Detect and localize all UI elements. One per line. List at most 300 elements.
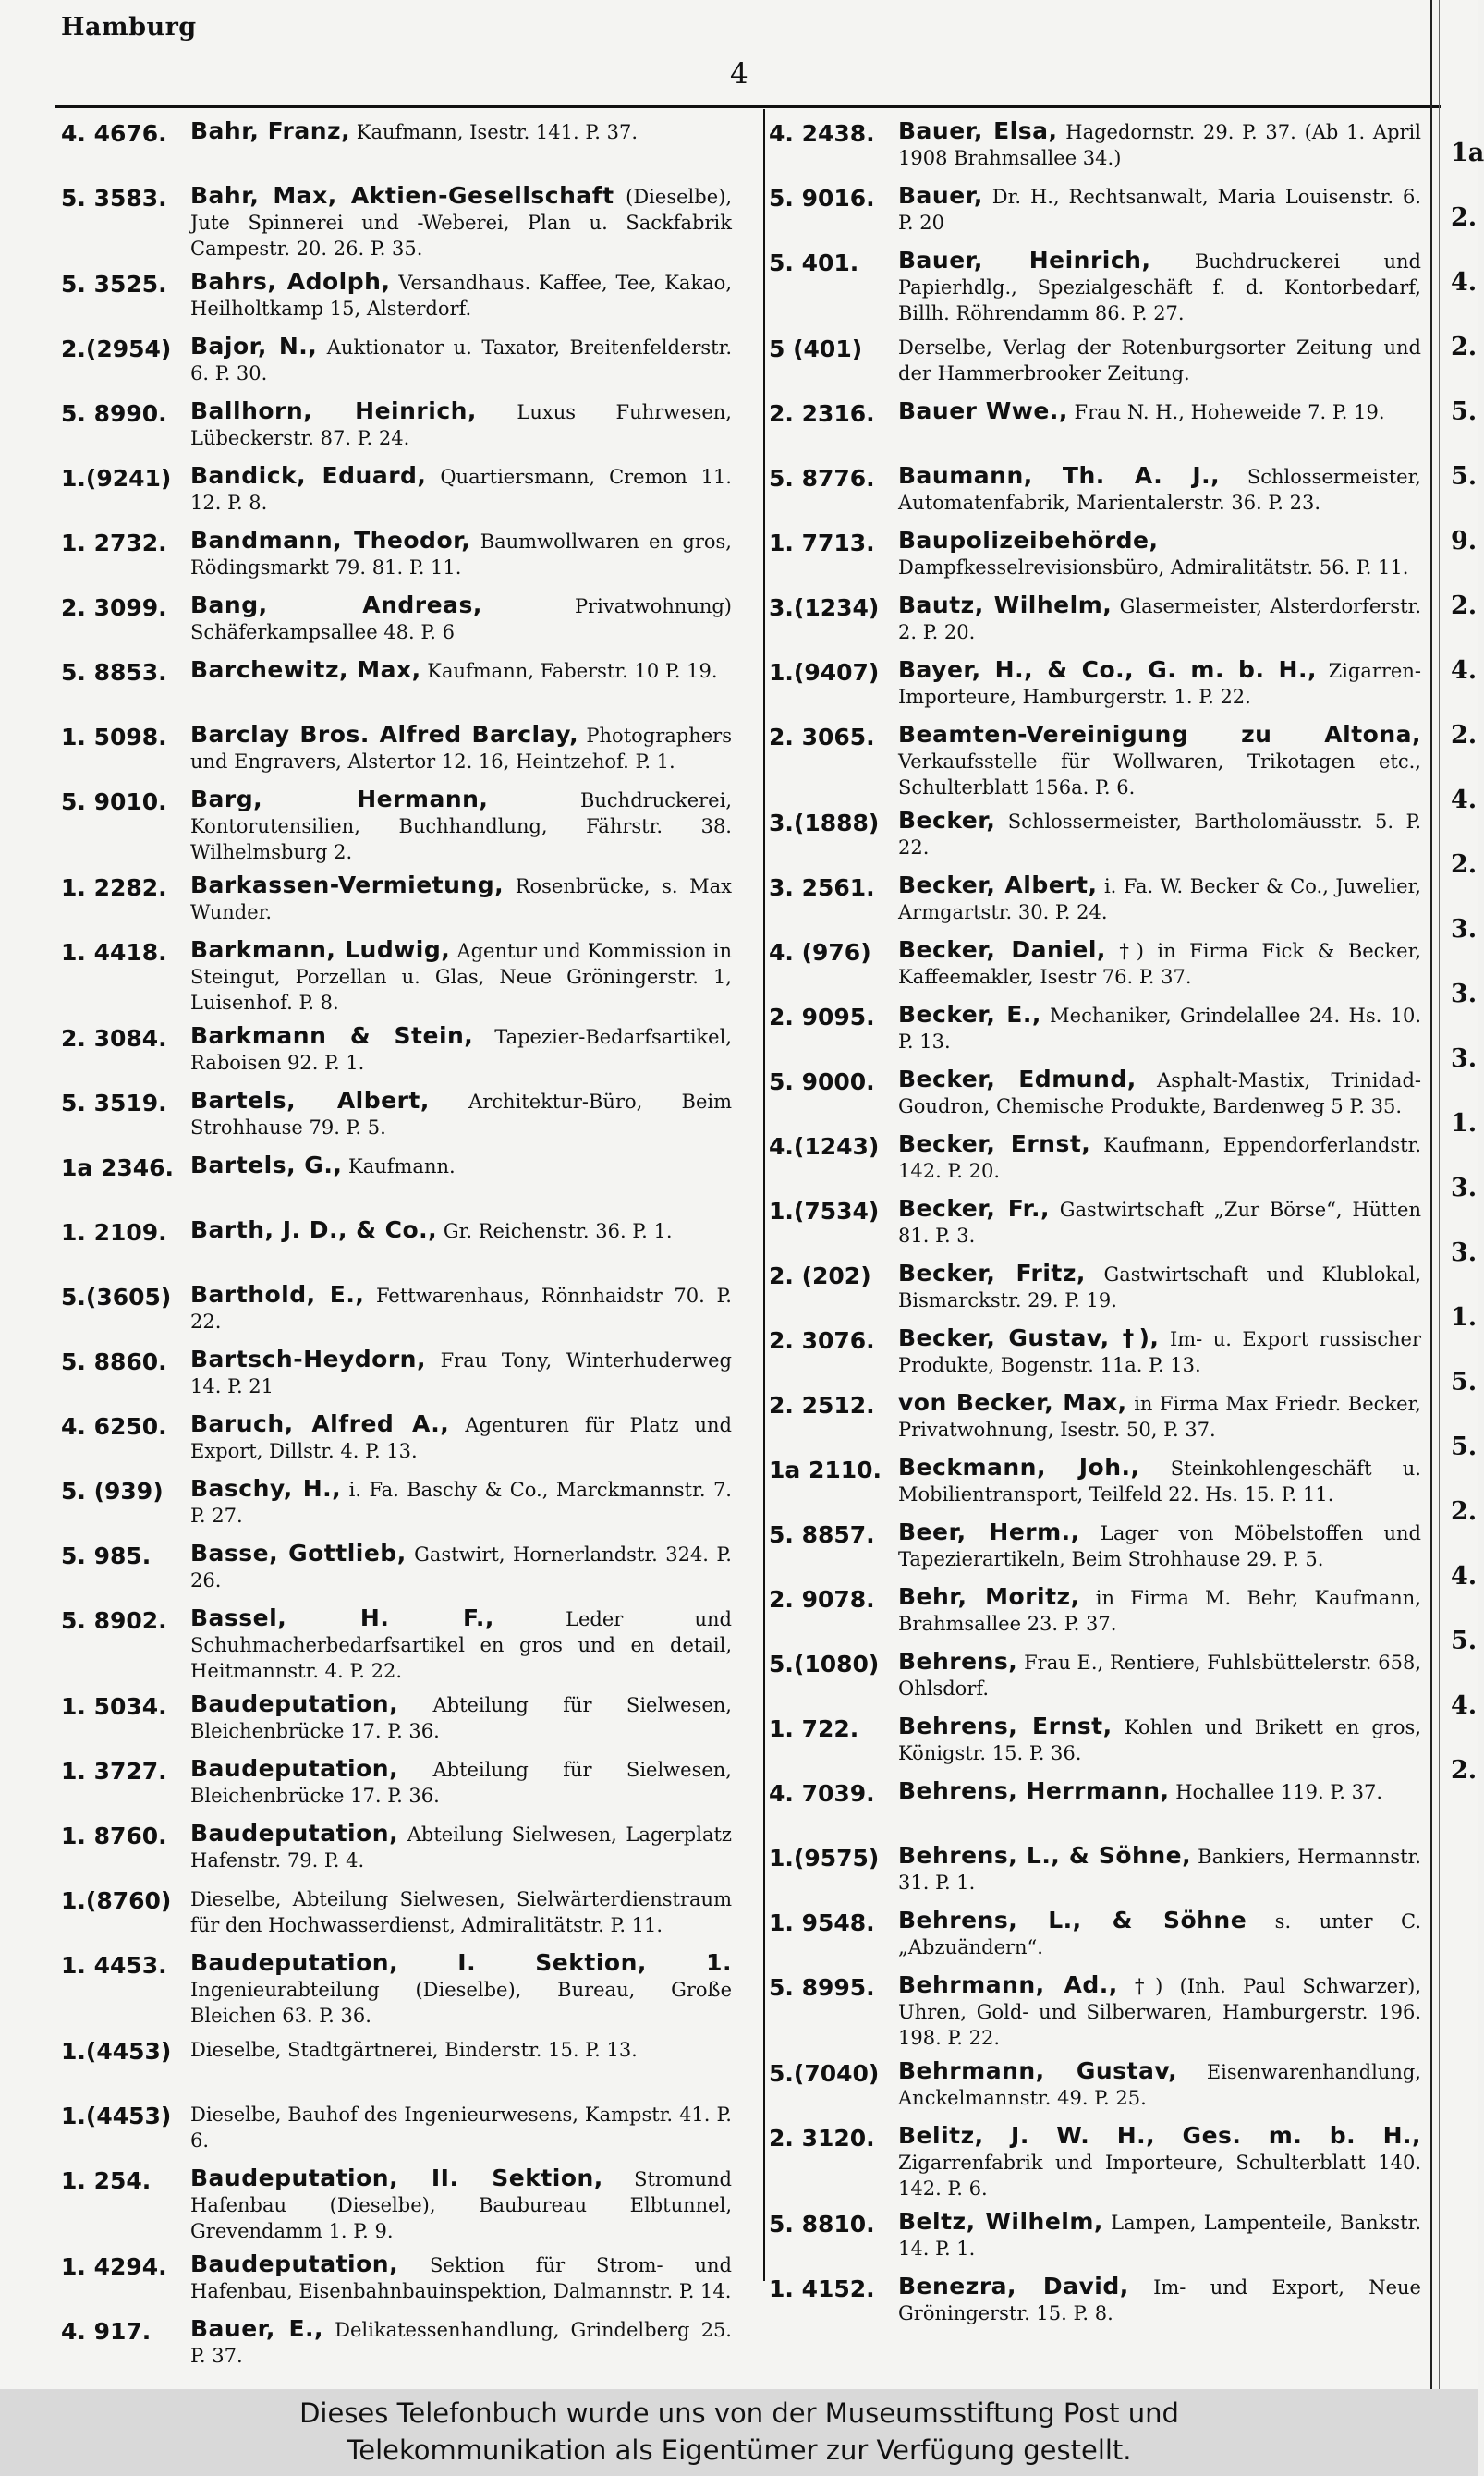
entry-name: Bandick, Eduard,	[190, 462, 427, 489]
directory-entry	[61, 118, 732, 176]
entry-number: 2.(2954)	[61, 335, 172, 362]
entry-name: Belitz, J. W. H., Ges. m. b. H.,	[898, 2122, 1421, 2149]
directory-entry	[769, 1519, 1421, 1577]
directory-entry	[61, 1541, 732, 1598]
directory-entry	[769, 463, 1421, 520]
entry-text	[190, 1541, 732, 1593]
entry-text	[898, 937, 1421, 990]
entry-text	[898, 1972, 1421, 2051]
bleed-fragment: 3.	[1451, 915, 1478, 944]
entry-number: 1.(9241)	[61, 465, 172, 492]
entry-name: von Becker, Max,	[898, 1389, 1127, 1416]
directory-entry	[61, 1476, 732, 1533]
entry-name: Barclay Bros. Alfred Barclay,	[190, 721, 579, 748]
entry-text	[190, 2101, 732, 2153]
entry-name: Behrmann, Ad.,	[898, 1971, 1118, 1998]
entry-text	[190, 657, 732, 684]
entry-number: 1. 4453.	[61, 1952, 167, 1979]
entry-text	[190, 528, 732, 580]
entry-name: Becker, Gustav, †),	[898, 1324, 1160, 1351]
entry-name: Barkmann & Stein,	[190, 1022, 474, 1049]
entry-name: Bautz, Wilhelm,	[898, 592, 1113, 618]
directory-entry	[769, 2274, 1421, 2331]
entry-text	[190, 1821, 732, 1873]
directory-entry	[769, 1778, 1421, 1836]
entry-details: Photographers und Engravers, Alstertor 12. 16, Heintzehof. P. 1.	[190, 725, 732, 773]
directory-entry	[61, 1605, 732, 1684]
entry-name: Baudeputation,	[190, 2250, 399, 2277]
entry-name: Baudeputation, II. Sektion,	[190, 2165, 603, 2191]
directory-entry	[769, 1649, 1421, 1706]
entry-text	[898, 1778, 1421, 1805]
entry-details: Asphalt-Mastix, Trinidad-Goudron, Chemische Produkte, Bardenweg 5 P. 35.	[898, 1069, 1421, 1117]
entry-name: Bartels, G.,	[190, 1152, 343, 1178]
entry-name: Bang, Andreas,	[190, 592, 482, 618]
entry-text	[190, 1153, 732, 1179]
entry-details: Frau Tony, Winterhuderweg 14. P. 21	[190, 1349, 732, 1397]
bleed-fragment: 2.	[1451, 850, 1478, 879]
entry-details: Zigarrenfabrik und Importeure, Schulterblatt 140. 142. P. 6.	[898, 2152, 1421, 2200]
directory-entry	[61, 1411, 732, 1469]
directory-entry	[61, 1153, 732, 1210]
bleed-fragment: 3.	[1451, 1044, 1478, 1073]
entry-name: Bassel, H. F.,	[190, 1604, 494, 1631]
entry-name: Becker, Edmund,	[898, 1066, 1137, 1092]
directory-entry	[769, 1972, 1421, 2051]
entry-details: Kaufmann.	[348, 1155, 456, 1177]
entry-number: 3.(1234)	[769, 594, 880, 621]
entry-name: Bahr, Max, Aktien-Gesellschaft	[190, 182, 614, 209]
entry-name: Bauer, Heinrich,	[898, 247, 1151, 274]
entry-text	[898, 183, 1421, 236]
entry-details: Delikatessenhandlung, Grindelberg 25. P. 37.	[190, 2319, 732, 2367]
entry-name: Baudeputation,	[190, 1690, 399, 1717]
entry-number: 1. 8760.	[61, 1823, 167, 1849]
entry-name: Bandmann, Theodor,	[190, 527, 471, 554]
entry-name: Behrens, Herrmann,	[898, 1777, 1170, 1804]
entry-text	[898, 1067, 1421, 1119]
entry-number: 3.(1888)	[769, 810, 880, 836]
entry-details: i. Fa. Baschy & Co., Marckmannstr. 7. P. 27.	[190, 1479, 732, 1527]
directory-entry	[769, 1196, 1421, 1253]
entry-details: Privatwohnung) Schäferkampsallee 48. P. 6	[190, 595, 732, 643]
entry-details: Frau N. H., Hoheweide 7. P. 19.	[1074, 401, 1385, 423]
entry-number: 5.(3605)	[61, 1284, 172, 1311]
entry-name: Bauer,	[898, 182, 983, 209]
entry-name: Barkassen-Vermietung,	[190, 872, 505, 898]
entry-text	[898, 1584, 1421, 1637]
entry-details: Im- und Export, Neue Gröningerstr. 15. P. 8.	[898, 2276, 1421, 2324]
entry-text	[190, 463, 732, 516]
entry-number: 2. 3120.	[769, 2125, 875, 2152]
directory-entry	[769, 1843, 1421, 1900]
entry-number: 4. (976)	[769, 939, 871, 966]
directory-entry	[769, 2058, 1421, 2116]
entry-details: Kaufmann, Isestr. 141. P. 37.	[356, 121, 638, 143]
bleed-fragment: 2.	[1451, 1497, 1478, 1526]
entry-text	[190, 1411, 732, 1464]
entry-details: (Dieselbe), Jute Spinnerei und -Weberei, Plan u. Sackfabrik Campestr. 20. 26. P. 35.	[190, 186, 732, 260]
entry-name: Baudeputation,	[190, 1820, 399, 1847]
entry-details: Sektion für Strom- und Hafenbau, Eisenbahnbauinspektion, Dalmannstr. P. 14.	[190, 2254, 732, 2302]
page-edge-rule	[1430, 0, 1432, 2389]
entry-number: 2. (202)	[769, 1262, 871, 1289]
entry-details: Dieselbe, Abteilung Sielwesen, Sielwärterdienstraum für den Hochwasserdienst, Admiralitätstr. P. 11.	[190, 1888, 732, 1936]
entry-text	[898, 248, 1421, 326]
entry-details: i. Fa. W. Becker & Co., Juwelier, Armgartstr. 30. P. 24.	[898, 875, 1421, 923]
directory-entry	[61, 1347, 732, 1404]
entry-name: Bahr, Franz,	[190, 117, 351, 144]
entry-details: Agenturen für Platz und Export, Dillstr. 4. P. 13.	[190, 1414, 732, 1462]
entry-number: 1a 2346.	[61, 1154, 175, 1181]
entry-name: Behr, Moritz,	[898, 1583, 1080, 1610]
entry-text	[190, 787, 732, 865]
entry-details: Kaufmann, Faberstr. 10 P. 19.	[427, 660, 718, 682]
entry-text	[898, 1390, 1421, 1443]
entry-text	[898, 2123, 1421, 2202]
entry-details: Schlossermeister, Bartholomäusstr. 5. P. 22.	[898, 811, 1421, 859]
entry-details: Fettwarenhaus, Rönnhaidstr 70. P. 22.	[190, 1285, 732, 1333]
entry-number: 1. 4152.	[769, 2275, 875, 2302]
column-divider	[763, 109, 765, 2281]
bleed-fragment: 4.	[1451, 268, 1478, 297]
directory-entry	[769, 808, 1421, 865]
entry-number: 1. 7713.	[769, 530, 875, 556]
entry-text	[190, 2165, 732, 2244]
entry-text	[898, 528, 1421, 580]
page-number: 4	[730, 57, 748, 91]
entry-name: Bayer, H., & Co., G. m. b. H.,	[898, 656, 1317, 683]
directory-entry	[769, 2123, 1421, 2202]
entry-number: 4. 4676.	[61, 120, 167, 147]
bleed-fragment: 2.	[1451, 592, 1478, 620]
entry-text	[898, 1649, 1421, 1701]
entry-details: Quartiersmann, Cremon 11. 12. P. 8.	[190, 466, 732, 514]
entry-name: Baudeputation,	[190, 1755, 399, 1782]
directory-entry	[769, 2209, 1421, 2266]
entry-number: 1. 2109.	[61, 1219, 167, 1246]
directory-entry	[61, 334, 732, 391]
entry-text	[898, 1261, 1421, 1313]
entry-number: 5. 985.	[61, 1543, 152, 1569]
entry-number: 5. 9016.	[769, 185, 875, 212]
entry-number: 5. 3583.	[61, 185, 167, 212]
entry-name: Bauer Wwe.,	[898, 397, 1068, 424]
entry-text	[898, 2209, 1421, 2262]
entry-number: 5. 8776.	[769, 465, 875, 492]
entry-details: Hochallee 119. P. 37.	[1175, 1781, 1382, 1803]
entry-text	[190, 1691, 732, 1744]
entry-details: Kaufmann, Eppendorferlandstr. 142. P. 20.	[898, 1134, 1421, 1182]
entry-name: Ballhorn, Heinrich,	[190, 397, 477, 424]
entry-details: Hagedornstr. 29. P. 37. (Ab 1. April 1908 Brahmsallee 34.)	[898, 121, 1421, 169]
entry-details: Bankiers, Hermannstr. 31. P. 1.	[898, 1846, 1421, 1894]
bleed-fragment: 2.	[1451, 721, 1478, 750]
entry-number: 2. 9095.	[769, 1004, 875, 1031]
entry-details: Luxus Fuhrwesen, Lübeckerstr. 87. P. 24.	[190, 401, 732, 449]
entry-details: Dieselbe, Bauhof des Ingenieurwesens, Kampstr. 41. P. 6.	[190, 2104, 732, 2152]
entry-number: 1. 5034.	[61, 1693, 167, 1720]
entry-number: 2. 3084.	[61, 1025, 167, 1052]
directory-entry	[769, 118, 1421, 176]
bleed-fragment: 1a	[1451, 139, 1484, 167]
entry-details: Gastwirtschaft und Klublokal, Bismarckstr. 29. P. 19.	[898, 1263, 1421, 1311]
entry-name: Beer, Herm.,	[898, 1519, 1080, 1545]
bleed-fragment: 4.	[1451, 1562, 1478, 1591]
entry-number: 4. 917.	[61, 2318, 152, 2345]
entry-name: Beamten-Vereinigung zu Altona,	[898, 721, 1421, 748]
entry-text	[190, 118, 732, 145]
directory-entry	[61, 592, 732, 650]
entry-details: Gastwirt, Hornerlandstr. 324. P. 26.	[190, 1543, 732, 1592]
directory-entry	[769, 334, 1421, 391]
entry-details: Leder und Schuhmacherbedarfsartikel en gros und en detail, Heitmannstr. 4. P. 22.	[190, 1608, 732, 1682]
entry-details: Gr. Reichenstr. 36. P. 1.	[443, 1220, 673, 1242]
directory-entry	[769, 872, 1421, 930]
directory-entry	[61, 269, 732, 326]
entry-number: 5. 8995.	[769, 1974, 875, 2001]
entry-number: 5. 3525.	[61, 271, 167, 298]
entry-number: 5. 401.	[769, 250, 859, 276]
directory-entry	[61, 657, 732, 714]
entry-details: Dampfkesselrevisionsbüro, Admiralitätstr. 56. P. 11.	[898, 556, 1409, 579]
entry-number: 5. 8860.	[61, 1348, 167, 1375]
entry-details: Derselbe, Verlag der Rotenburgsorter Zeitung und der Hammerbrooker Zeitung.	[898, 336, 1421, 384]
footer-line-2: Telekommunikation als Eigentümer zur Verfügung gestellt.	[347, 2434, 1132, 2466]
entry-number: 1.(4453)	[61, 2038, 172, 2065]
entry-name: Becker, Ernst,	[898, 1130, 1091, 1157]
entry-text	[190, 1282, 732, 1335]
entry-text	[190, 334, 732, 386]
directory-entry	[769, 1067, 1421, 1124]
directory-entry	[769, 183, 1421, 240]
directory-entry	[769, 1390, 1421, 1447]
entry-number: 4.(1243)	[769, 1133, 880, 1160]
entry-text	[190, 1347, 732, 1399]
entry-text	[190, 1023, 732, 1076]
entry-text	[190, 1756, 732, 1809]
directory-entry	[769, 1584, 1421, 1641]
entry-name: Beckmann, Joh.,	[898, 1454, 1140, 1481]
footer-notice	[0, 2389, 1478, 2476]
entry-text	[898, 592, 1421, 645]
entry-name: Bahrs, Adolph,	[190, 268, 391, 295]
directory-entry	[61, 2101, 732, 2158]
entry-details: Verkaufsstelle für Wollwaren, Trikotagen etc., Schulterblatt 156a. P. 6.	[898, 750, 1421, 799]
entry-name: Bartsch-Heydorn,	[190, 1346, 426, 1372]
entry-name: Bauer, Elsa,	[898, 117, 1058, 144]
entry-details: Baumwollwaren en gros, Rödingsmarkt 79. 81. P. 11.	[190, 531, 732, 579]
entry-number: 3. 2561.	[769, 874, 875, 901]
directory-entry	[61, 1950, 732, 2029]
entry-details: Buchdruckerei, Kontorutensilien, Buchhandlung, Fährstr. 38. Wilhelmsburg 2.	[190, 789, 732, 863]
entry-name: Behrens, Ernst,	[898, 1713, 1113, 1739]
entry-text	[898, 1002, 1421, 1055]
directory-entry	[769, 657, 1421, 714]
bleed-fragment: 9.	[1451, 527, 1478, 555]
entry-name: Behrens, L., & Söhne	[898, 1907, 1247, 1933]
entry-number: 2. 2316.	[769, 400, 875, 427]
directory-entry	[769, 1002, 1421, 1059]
entry-details: Mechaniker, Grindelallee 24. Hs. 10. P. 13.	[898, 1005, 1421, 1053]
entry-number: 5. 9000.	[769, 1068, 875, 1095]
entry-number: 5 (401)	[769, 335, 863, 362]
entry-number: 1. 722.	[769, 1715, 859, 1742]
entry-text	[898, 2058, 1421, 2111]
entry-text	[898, 872, 1421, 925]
next-page-bleed	[1451, 139, 1484, 1821]
directory-entry	[61, 1088, 732, 1145]
entry-details: Frau E., Rentiere, Fuhlsbüttelerstr. 658, Ohlsdorf.	[898, 1652, 1421, 1700]
directory-entry	[769, 1131, 1421, 1189]
entry-number: 5. 8902.	[61, 1607, 167, 1634]
entry-details: in Firma Max Friedr. Becker, Privatwohnung, Isestr. 50, P. 37.	[898, 1393, 1421, 1441]
directory-entry	[61, 1691, 732, 1749]
entry-number: 2. 3076.	[769, 1327, 875, 1354]
entry-details: Lampen, Lampenteile, Bankstr. 14. P. 1.	[898, 2212, 1421, 2260]
entry-text	[898, 1325, 1421, 1378]
entry-number: 5. 8857.	[769, 1521, 875, 1548]
entry-details: †) in Firma Fick & Becker, Kaffeemakler, Isestr 76. P. 37.	[898, 940, 1422, 988]
entry-text	[898, 398, 1421, 425]
entry-text	[898, 1455, 1421, 1507]
entry-number: 1.(9407)	[769, 659, 880, 686]
entry-details: Schlossermeister, Automatenfabrik, Marientalerstr. 36. P. 23.	[898, 466, 1421, 514]
entry-number: 1.(7534)	[769, 1198, 880, 1225]
entry-details: Dieselbe, Stadtgärtnerei, Binderstr. 15. P. 13.	[190, 2039, 638, 2061]
entry-number: 1a 2110.	[769, 1457, 882, 1483]
entry-details: Dr. H., Rechtsanwalt, Maria Louisenstr. 6. P. 20	[898, 186, 1421, 234]
entry-text	[898, 334, 1421, 386]
entry-number: 4. 2438.	[769, 120, 875, 147]
bleed-fragment: 4.	[1451, 656, 1478, 685]
entry-name: Barth, J. D., & Co.,	[190, 1216, 438, 1243]
entry-name: Baschy, H.,	[190, 1475, 342, 1502]
entry-details: Im- u. Export russischer Produkte, Bogenstr. 11a. P. 13.	[898, 1328, 1421, 1376]
entry-details: Lager von Möbelstoffen und Tapezierartikeln, Beim Strohhause 29. P. 5.	[898, 1522, 1422, 1570]
directory-entry	[61, 937, 732, 1016]
directory-entry	[769, 722, 1421, 800]
entry-details: Buchdruckerei und Papierhdlg., Spezialgeschäft f. d. Kontorbedarf, Billh. Röhrendamm 86. P. 27.	[898, 250, 1421, 324]
entry-name: Beltz, Wilhelm,	[898, 2208, 1103, 2235]
entry-details: Abteilung für Sielwesen, Bleichenbrücke 17. P. 36.	[190, 1759, 732, 1807]
directory-entry	[61, 787, 732, 865]
entry-name: Becker, Albert,	[898, 872, 1098, 898]
directory-entry	[769, 592, 1421, 650]
directory-entry	[61, 398, 732, 456]
entry-number: 5. 8853.	[61, 659, 167, 686]
entry-text	[190, 2316, 732, 2369]
entry-number: 5. 8810.	[769, 2211, 875, 2238]
entry-text	[190, 2036, 732, 2063]
entry-name: Barchewitz, Max,	[190, 656, 421, 683]
entry-text	[190, 398, 732, 451]
entry-number: 1. 254.	[61, 2167, 152, 2194]
top-rule	[55, 105, 1441, 108]
entry-number: 2. 2512.	[769, 1392, 875, 1419]
entry-text	[190, 1088, 732, 1140]
left-column	[61, 118, 732, 2381]
entry-text	[898, 463, 1421, 516]
entry-number: 1. 2732.	[61, 530, 167, 556]
entry-number: 4. 7039.	[769, 1780, 875, 1807]
entry-number: 2. 9078.	[769, 1586, 875, 1613]
entry-text	[190, 722, 732, 775]
page-header-city: Hamburg	[61, 13, 197, 42]
entry-details: Steinkohlengeschäft u. Mobilientransport, Teilfeld 22. Hs. 15. P. 11.	[898, 1458, 1421, 1506]
entry-number: 5. (939)	[61, 1478, 164, 1505]
entry-text	[898, 2274, 1421, 2326]
footer-line-1: Dieses Telefonbuch wurde uns von der Museumsstiftung Post und	[299, 2397, 1179, 2429]
entry-text	[190, 872, 732, 925]
entry-name: Benezra, David,	[898, 2273, 1129, 2299]
directory-entry	[769, 1325, 1421, 1383]
bleed-fragment: 4.	[1451, 786, 1478, 814]
entry-text	[898, 1196, 1421, 1249]
entry-details: Architektur-Büro, Beim Strohhause 79. P. 5.	[190, 1091, 732, 1139]
bleed-fragment: 5.	[1451, 1368, 1478, 1397]
entry-text	[190, 1217, 732, 1244]
directory-entry	[61, 183, 732, 262]
entry-details: Gastwirtschaft „Zur Börse“, Hütten 81. P. 3.	[898, 1199, 1422, 1247]
directory-entry	[61, 872, 732, 930]
entry-text	[190, 1885, 732, 1938]
directory-entry	[769, 1261, 1421, 1318]
entry-name: Behrens, L., & Söhne,	[898, 1842, 1192, 1869]
entry-details: Kohlen und Brikett en gros, Königstr. 15. P. 36.	[898, 1716, 1421, 1764]
entry-name: Basse, Gottlieb,	[190, 1540, 407, 1567]
bleed-fragment: 1.	[1451, 1109, 1478, 1138]
directory-entry	[61, 528, 732, 585]
entry-number: 5. 3519.	[61, 1090, 167, 1116]
entry-details: Eisenwarenhandlung, Anckelmannstr. 49. P. 25.	[898, 2061, 1421, 2109]
directory-entry	[61, 463, 732, 520]
bleed-fragment: 5.	[1451, 1433, 1478, 1461]
entry-number: 1. 4294.	[61, 2253, 167, 2280]
entry-number: 1.(8760)	[61, 1887, 172, 1914]
entry-text	[190, 2251, 732, 2304]
bleed-fragment: 2.	[1451, 1756, 1478, 1785]
entry-name: Barg, Hermann,	[190, 786, 489, 812]
entry-text	[190, 1950, 732, 2029]
entry-text	[190, 1476, 732, 1529]
entry-number: 2. 3065.	[769, 724, 875, 750]
entry-details: s. unter C. „Abzuändern“.	[898, 1910, 1421, 1958]
entry-text	[190, 937, 732, 1016]
entry-number: 1. 2282.	[61, 874, 167, 901]
entry-number: 1.(4453)	[61, 2103, 172, 2129]
entry-number: 2. 3099.	[61, 594, 167, 621]
entry-number: 1. 5098.	[61, 724, 167, 750]
directory-entry	[769, 1908, 1421, 1965]
entry-text	[190, 1605, 732, 1684]
entry-text	[898, 1843, 1421, 1896]
directory-entry	[61, 2251, 732, 2309]
entry-text	[898, 1714, 1421, 1766]
right-column	[769, 118, 1421, 2338]
entry-number: 5.(7040)	[769, 2060, 880, 2087]
entry-name: Behrmann, Gustav,	[898, 2057, 1178, 2084]
entry-number: 1. 4418.	[61, 939, 167, 966]
entry-name: Baruch, Alfred A.,	[190, 1410, 450, 1437]
directory-entry	[61, 1282, 732, 1339]
directory-entry	[61, 1023, 732, 1080]
entry-name: Bauer, E.,	[190, 2315, 324, 2342]
directory-entry	[769, 398, 1421, 456]
bleed-fragment: 2.	[1451, 333, 1478, 361]
entry-number: 4. 6250.	[61, 1413, 167, 1440]
bleed-fragment: 4.	[1451, 1691, 1478, 1720]
